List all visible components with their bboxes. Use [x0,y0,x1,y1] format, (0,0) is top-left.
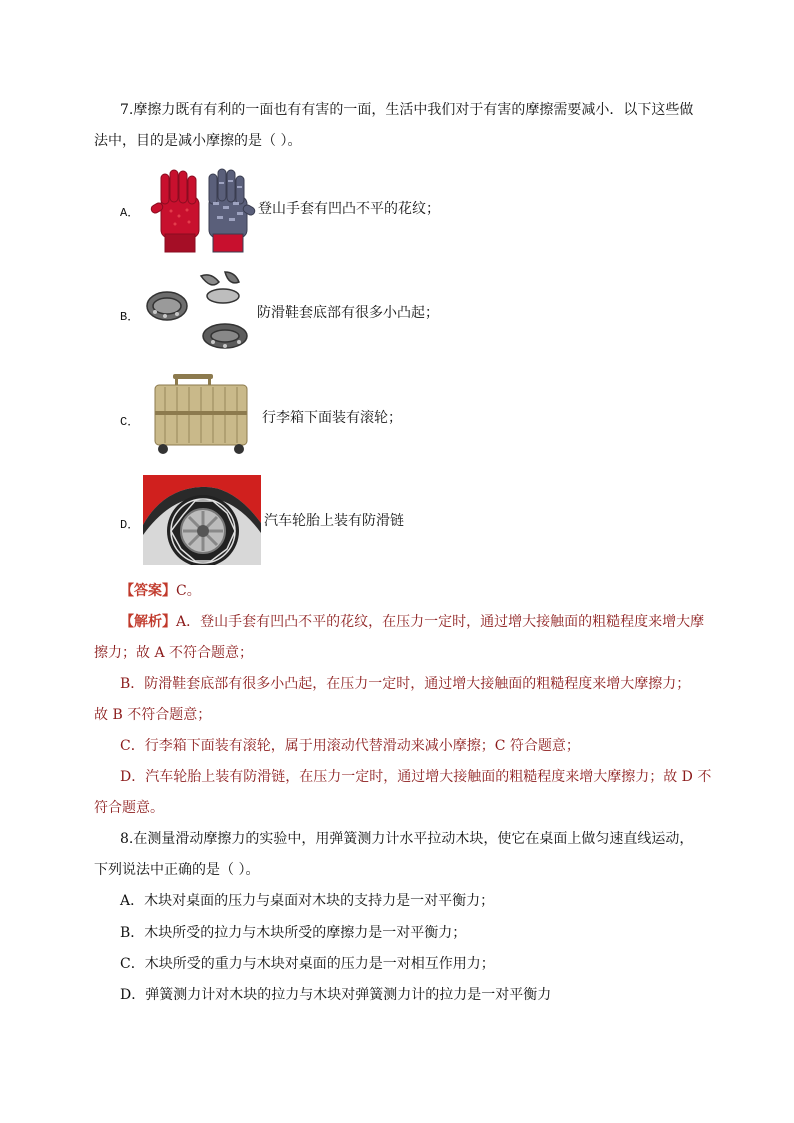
answer-tag: 【答案】 [120,583,176,599]
q8-option-d: D．弹簧测力计对木块的拉力与木块对弹簧测力计的拉力是一对平衡力 [120,987,552,1003]
answer-line [120,581,201,601]
answer-value: C。 [176,583,201,599]
option-b-text: 防滑鞋套底部有很多小凸起； [257,305,439,321]
q8-option-a: A．木块对桌面的压力与桌面对木块的支持力是一对平衡力； [120,893,495,909]
analysis-line5: C．行李箱下面装有滚轮，属于用滚动代替滑动来减小摩擦；C 符合题意； [120,738,580,754]
analysis-tag: 【解析】 [120,614,176,630]
q7-stem-line1: 7.摩擦力既有有利的一面也有有害的一面，生活中我们对于有害的摩擦需要减小．以下这些做 [120,102,694,118]
option-a-text: 登山手套有凹凸不平的花纹； [258,201,440,217]
analysis-line2: 擦力；故 A 不符合题意； [94,645,254,661]
q8-stem-line1: 8.在测量滑动摩擦力的实验中，用弹簧测力计水平拉动木块，使它在桌面上做匀速直线运动， [120,831,694,847]
tire-chain-photo [143,475,261,565]
analysis-text: A．登山手套有凹凸不平的花纹，在压力一定时，通过增大接触面的粗糙程度来增大摩 [176,614,705,630]
q8-option-c: C．木块所受的重力与木块对桌面的压力是一对相互作用力； [120,956,495,972]
gloves-photo [147,166,257,254]
option-a-letter: A． [120,206,140,220]
q8-option-b: B．木块所受的拉力与木块所受的摩擦力是一对平衡力； [120,925,467,941]
analysis-line4: 故 B 不符合题意； [94,707,212,723]
analysis-line3: B．防滑鞋套底部有很多小凸起，在压力一定时，通过增大接触面的粗糙程度来增大摩擦力； [120,676,691,692]
option-d-text: 汽车轮胎上装有防滑链 [264,513,404,529]
analysis-line6: D．汽车轮胎上装有防滑链，在压力一定时，通过增大接触面的粗糙程度来增大摩擦力；故 D 不 [120,769,712,785]
option-b-letter: B． [120,310,140,324]
q7-stem-line2: 法中，目的是减小摩擦的是（ ）。 [94,133,302,149]
q8-stem-line2: 下列说法中正确的是（ ）。 [94,862,260,878]
option-c-letter: C． [120,415,140,429]
analysis-line7: 符合题意。 [94,800,164,816]
option-d-letter: D． [120,518,140,532]
suitcase-photo [143,373,255,455]
shoe-cleats-photo [143,270,255,356]
analysis-line1 [120,612,704,632]
option-c-text: 行李箱下面装有滚轮； [262,410,402,426]
